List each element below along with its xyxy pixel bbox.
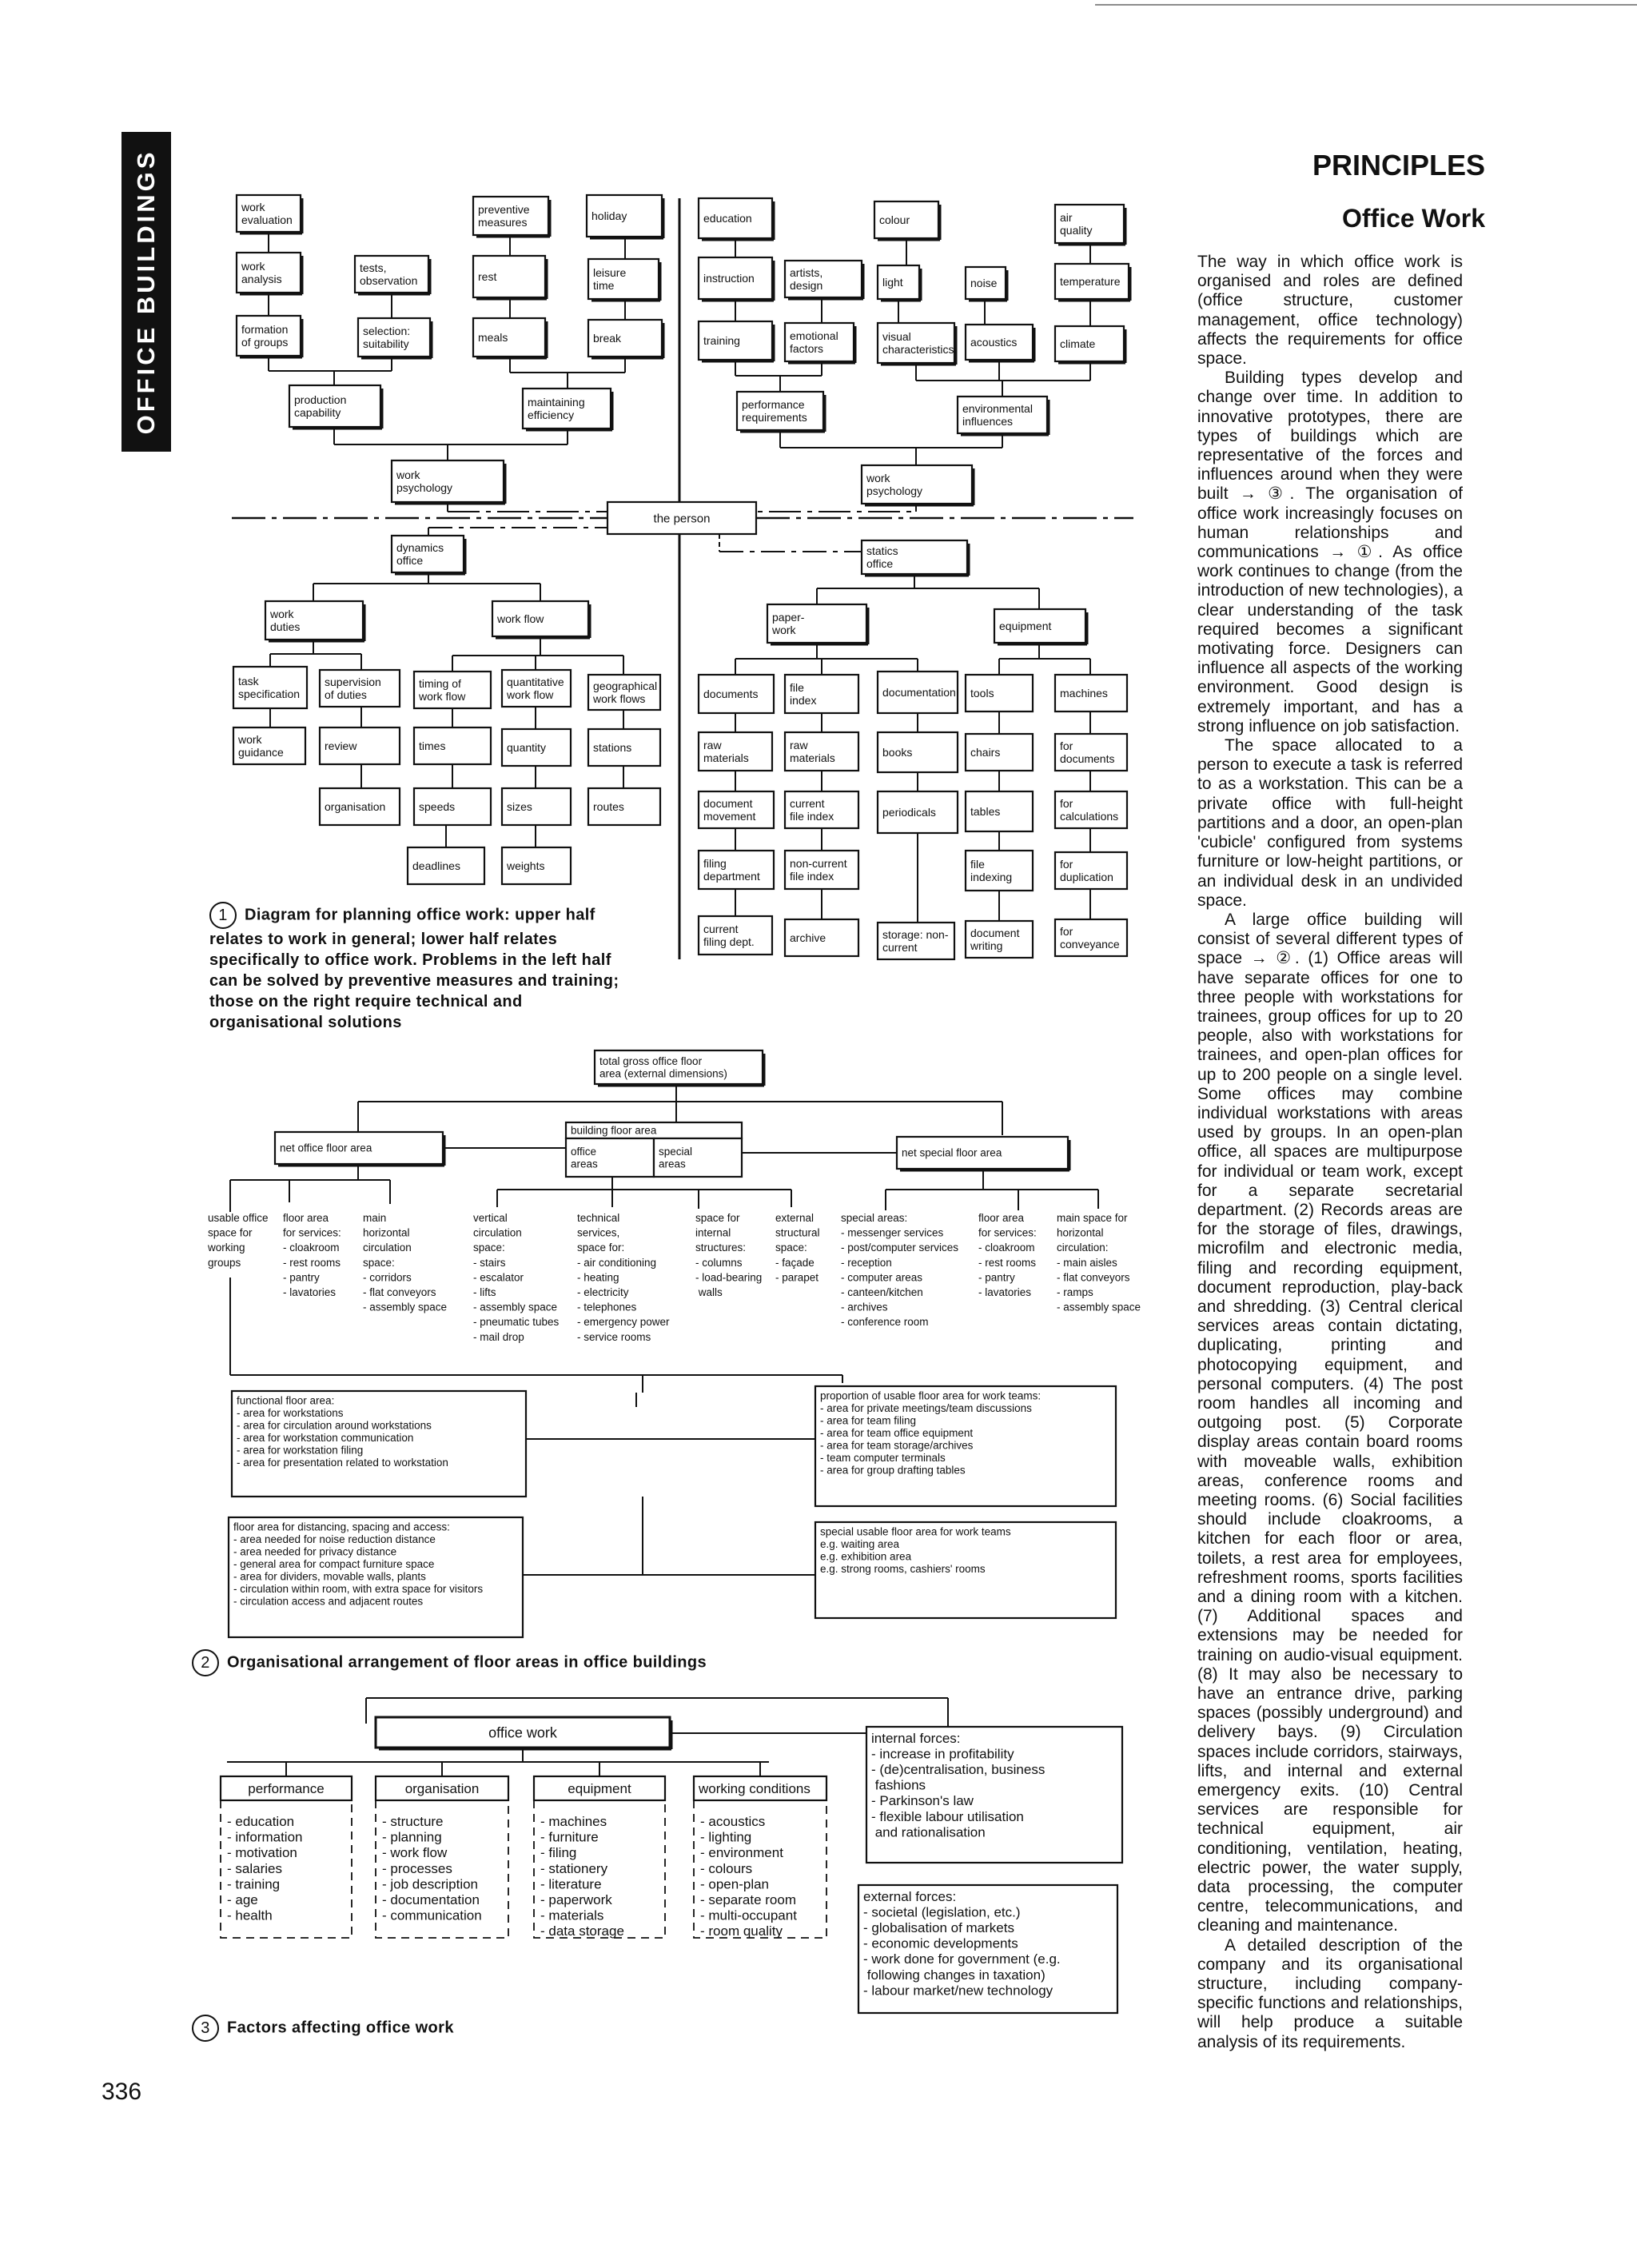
office-areas-box-text: office areas — [571, 1145, 598, 1170]
diagram1-box-storage-non-current-text: storage: non-current — [882, 927, 949, 954]
diagram1-box-quantitative-work-flow-text: quantitative work flow — [507, 675, 564, 701]
diagram1-box-periodicals-text: periodicals — [882, 805, 936, 819]
diagram1-box-stations-text: stations — [593, 740, 632, 754]
diagram1-box-tables-text: tables — [970, 804, 1001, 818]
diagram1-box-noise-text: noise — [970, 276, 998, 289]
caption-number: 2 — [192, 1649, 219, 1676]
diagram1-box-documents-text: documents — [703, 687, 759, 700]
diagram1-box-for-conveyance-text: for conveyance — [1060, 924, 1120, 951]
caption-text: Organisational arrangement of floor areas in office buildings — [227, 1653, 707, 1672]
diagram1-box-dynamics-office-text: dynamics office — [396, 540, 444, 567]
factor-group-items: - education - information - motivation - salaries - training - age - health — [227, 1814, 303, 1923]
diagram1-box-sizes-text: sizes — [507, 799, 532, 813]
caption-text: Factors affecting office work — [227, 2019, 454, 2037]
column-floor-area-services-2: floor area for services: - cloakroom - rest rooms - pantry - lavatories — [978, 1212, 1037, 1298]
diagram1-box-tests-observation-text: tests, observation — [360, 261, 418, 287]
column-special-areas-list: special areas: - messenger services - post/computer services - reception - computer areas - canteen/kitchen - archives - conference room — [841, 1212, 959, 1329]
diagram1-box-for-calculations-text: for calculations — [1060, 796, 1119, 823]
diagram1-box-work-flow-text: work flow — [497, 612, 544, 625]
diagram1-box-preventive-measures-text: preventive measures — [478, 202, 530, 229]
special-usable-floor-area-box-text: special usable floor area for work teams e.g. waiting area e.g. exhibition area e.g. strong rooms, cashiers' rooms — [820, 1525, 1011, 1576]
usable-floor-area-proportion-box-text: proportion of usable floor area for work teams: - area for private meetings/team discussions - area for team filing - area for team office equipment - area for team storage/archives - team computer terminals - area for group drafting tables — [820, 1389, 1042, 1477]
caption-text: Diagram for planning office work: upper half relates to work in general; lower half relates specifically to office work. Problems in the left half can be solved by preventive measures and training; those on the right require technical and organisational solutions — [209, 906, 619, 1031]
diagram-2 — [207, 1050, 1141, 1637]
column-usable-office: usable office space for working groups — [208, 1212, 269, 1269]
diagram1-box-for-documents-text: for documents — [1060, 739, 1115, 765]
building-floor-area-box-text: building floor area — [571, 1124, 657, 1137]
body-paragraph: A detailed description of the company and its organisational structure, including company-specific functions and relationships, will help produce a suitable analysis of its requirements. — [1197, 1935, 1463, 2051]
diagram1-box-documentation-text: documentation — [882, 685, 956, 699]
diagram1-box-raw-materials-1-text: raw materials — [703, 738, 749, 764]
column-main-space-circulation: main space for horizontal circulation: - main aisles - flat conveyors - ramps - assembly space — [1057, 1212, 1141, 1313]
diagram1-box-for-duplication-text: for duplication — [1060, 857, 1113, 883]
diagram1-box-environmental-influences-text: environmental influences — [962, 401, 1033, 428]
diagram1-box-formation-of-groups-text: formation of groups — [241, 322, 289, 349]
diagram1-box-document-writing-text: document writing — [970, 926, 1020, 952]
diagram1-box-task-specification-text: task specification — [238, 674, 301, 700]
distancing-floor-area-box-text: floor area for distancing, spacing and access: - area needed for noise reduction distance - area needed for privacy distance - general area for compact furniture space - area for dividers, movable walls, plants - circulation within room, with extra space for visitors - circulation access and adjacent routes — [233, 1521, 484, 1608]
diagram1-box-timing-of-work-flow-text: timing of work flow — [419, 676, 466, 703]
special-areas-box-text: special areas — [659, 1145, 693, 1170]
diagram1-box-routes-text: routes — [593, 799, 624, 813]
diagram1-box-rest-text: rest — [478, 269, 497, 283]
diagram1-box-tools-text: tools — [970, 686, 994, 700]
diagram1-box-geographical-work-flows-text: geographical work flows — [593, 679, 658, 705]
net-special-floor-area-box-text: net special floor area — [902, 1146, 1002, 1159]
diagram1-box-statics-office-text: statics office — [866, 544, 898, 570]
diagram1-box-paperwork-text: paper-work — [772, 610, 805, 636]
diagram-3 — [221, 1698, 1122, 2013]
diagram1-box-break-text: break — [593, 331, 622, 345]
diagram1-box-times-text: times — [419, 739, 446, 752]
total-gross-floor-area-box-text: total gross office floor area (external dimensions) — [599, 1054, 727, 1080]
column-external-structural: external structural space: - façade - parapet — [775, 1212, 820, 1284]
side-tab-label: OFFICE BUILDINGS — [132, 149, 160, 435]
diagram1-box-colour-text: colour — [879, 213, 910, 226]
column-floor-area-services: floor area for services: - cloakroom - rest rooms - pantry - lavatories — [283, 1212, 341, 1298]
diagram1-box-current-filing-dept-text: current filing dept. — [703, 922, 755, 948]
office-work-box-text: office work — [488, 1724, 557, 1741]
diagram1-box-leisure-time-text: leisure time — [593, 265, 627, 292]
diagram1-box-file-index-text: file index — [790, 680, 817, 707]
diagram1-box-work-analysis-text: work analysis — [241, 259, 282, 285]
diagram1-box-equipment-text: equipment — [999, 619, 1052, 632]
diagram1-box-machines-text: machines — [1060, 686, 1108, 700]
diagram1-box-artists-design-text: artists, design — [790, 265, 823, 292]
diagram1-box-non-current-file-index-text: non-current file index — [790, 856, 847, 883]
diagram1-box-books-text: books — [882, 745, 913, 759]
caption-number: 1 — [209, 902, 237, 929]
diagram1-box-chairs-text: chairs — [970, 745, 1001, 759]
diagram1-box-review-text: review — [325, 739, 357, 752]
factor-group-working-conditions-text: working conditions — [699, 1780, 811, 1796]
diagram1-box-training-text: training — [703, 333, 740, 347]
diagram1-box-instruction-text: instruction — [703, 271, 755, 285]
diagram1-box-maintaining-efficiency-text: maintaining efficiency — [528, 395, 585, 421]
diagram1-box-weights-text: weights — [507, 859, 545, 872]
diagram1-box-document-movement-text: document movement — [703, 796, 756, 823]
diagram1-box-light-text: light — [882, 275, 903, 289]
diagram1-box-acoustics-text: acoustics — [970, 335, 1018, 349]
diagram1-box-file-indexing-text: file indexing — [970, 857, 1013, 883]
diagram1-box-visual-characteristics-text: visual characteristics — [882, 329, 954, 356]
diagram1-box-work-evaluation-text: work evaluation — [241, 200, 293, 226]
body-paragraph: Building types develop and change over time. In addition to innovative prototypes, there are types of buildings which are representative of the forces and influences around when they were built → ③. The organisation of office work increasingly focuses on human relationships and communications → ①. As office work continues to change (from the introduction of new technologies), a clear understanding of the task required becomes a significant motivating force. Designers can influence all aspects of the working environment. Good design is extremely important, and has a strong influence on job satisfaction. — [1197, 369, 1463, 735]
diagram1-box-deadlines-text: deadlines — [412, 859, 460, 872]
functional-floor-area-box-text: functional floor area: - area for workstations - area for circulation around workstations - area for workstation communication - area for workstation filing - area for presentation related to workstation — [237, 1394, 448, 1469]
factor-group-performance-text: performance — [248, 1780, 325, 1796]
diagram1-box-temperature-text: temperature — [1060, 274, 1121, 288]
external-forces-box-text: external forces: - societal (legislation, etc.) - globalisation of markets - economic developments - work done for government (e.g. following changes in taxation) - labour market/new technology — [863, 1889, 1061, 1999]
factor-group-items: - structure - planning - work flow - processes - job description - documentation - communication — [382, 1814, 482, 1923]
diagram1-box-archive-text: archive — [790, 931, 826, 944]
column-vertical-circulation: vertical circulation space: - stairs - escalator - lifts - assembly space - pneumatic tubes - mail drop — [473, 1212, 560, 1343]
body-paragraph: A large office building will consist of several different types of space → ②. (1) Office areas will have separate offices for one to three people with workstations for trainees, group offices for up to 20 people, also with workstations for trainees, and open-plan offices for up to 200 people on a single level. Some offices may combine individual workstations with areas used by groups. In an open-plan office, all spaces are multipurpose for individual or team work, except for a separate secretarial department. (2) Records areas are for the storage of files, drawings, microfilm and electronic media, filing and recording equipment, document reproduction, play-back and shredding. (3) Central clerical services areas contain dictating, duplicating, printing and photocopying equipment, and personal computers. (4) The post room handles all incoming and outgoing post. (5) Corporate display areas contain board rooms with moveable walls, exhibition areas, conference rooms and meeting rooms. (6) Social facilities should include cloakrooms, a kitchen for each floor or area, toilets, a rest area for employees, refreshment rooms, sports facilities and a dining room with a kitchen. (7) Additional spaces and extensions may be needed for training on audio-visual equipment. (8) It may also be necessary to have an entrance drive, parking spaces (possibly underground) and delivery bays. (9) Circulation spaces include corridors, stairways, lifts, and internal and external emergency exits. (10) Central services are responsible for technical equipment, air conditioning, ventilation, heating, electric power, the water supply, data processing, the computer centre, telecommunications, and cleaning and maintenance. — [1197, 910, 1463, 1935]
page-heading: PRINCIPLES — [1312, 149, 1485, 181]
column-internal-structures: space for internal structures: - columns - load-bearing walls — [695, 1212, 763, 1298]
page-subheading: Office Work — [1342, 204, 1485, 233]
diagram-1 — [232, 195, 1133, 959]
body-paragraph: The way in which office work is organised and roles are defined (office structure, customer management, office technology) affects the requirements for office space. — [1197, 253, 1463, 369]
body-paragraph: The space allocated to a person to execute a task is referred to as a workstation. This can be a private office with full-height partitions and a door, an open-plan 'cubicle' configured from systems furniture or low-height partitions, or an individual desk in an undivided space. — [1197, 736, 1463, 910]
diagram1-box-education-text: education — [703, 211, 752, 225]
diagram1-box-selection-suitability-text: selection: suitability — [363, 324, 411, 350]
factor-group-items: - acoustics - lighting - environment - colours - open-plan - separate room - multi-occupant - room quality — [700, 1814, 797, 1939]
diagram1-box-air-quality-text: air quality — [1060, 210, 1093, 237]
diagram1-box-work-duties-text: work duties — [270, 607, 301, 633]
factor-group-items: - machines - furniture - filing - stationery - literature - paperwork - materials - data storage — [540, 1814, 624, 1939]
diagram1-box-filing-department-text: filing department — [703, 856, 760, 883]
internal-forces-box-text: internal forces: - increase in profitability - (de)centralisation, business fashions - Parkinson's law - flexible labour utilisation and rationalisation — [871, 1731, 1046, 1840]
diagram1-box-work-psychology-left-text: work psychology — [396, 468, 453, 494]
column-main-horizontal: main horizontal circulation space: - corridors - flat conveyors - assembly space — [363, 1212, 448, 1313]
diagram1-box-emotional-factors-text: emotional factors — [790, 329, 838, 355]
page-number: 336 — [102, 2079, 142, 2105]
person-box-text: the person — [653, 512, 711, 526]
diagram1-box-meals-text: meals — [478, 330, 508, 344]
diagram1-box-quantity-text: quantity — [507, 740, 547, 754]
diagram1-box-supervision-of-duties-text: supervision of duties — [325, 675, 381, 701]
diagram1-box-holiday-text: holiday — [591, 209, 627, 222]
factor-group-equipment-text: equipment — [568, 1780, 631, 1796]
diagram1-box-speeds-text: speeds — [419, 799, 456, 813]
diagram1-box-performance-requirements-text: performance requirements — [742, 397, 807, 424]
caption-number: 3 — [192, 2015, 219, 2042]
column-technical-services: technical services, space for: - air conditioning - heating - electricity - telephones - emergency power - service rooms — [577, 1212, 670, 1343]
factor-group-organisation-text: organisation — [404, 1780, 480, 1796]
diagram1-box-climate-text: climate — [1060, 337, 1096, 350]
diagram1-box-work-psychology-right-text: work psychology — [866, 471, 923, 497]
diagram1-box-raw-materials-2-text: raw materials — [790, 738, 835, 764]
diagram1-box-production-capability-text: production capability — [294, 393, 347, 419]
diagram1-box-current-file-index-text: current file index — [790, 796, 834, 823]
diagram1-box-work-guidance-text: work guidance — [238, 732, 284, 759]
diagram1-box-organisation-text: organisation — [325, 799, 386, 813]
net-office-floor-area-box-text: net office floor area — [280, 1142, 372, 1154]
